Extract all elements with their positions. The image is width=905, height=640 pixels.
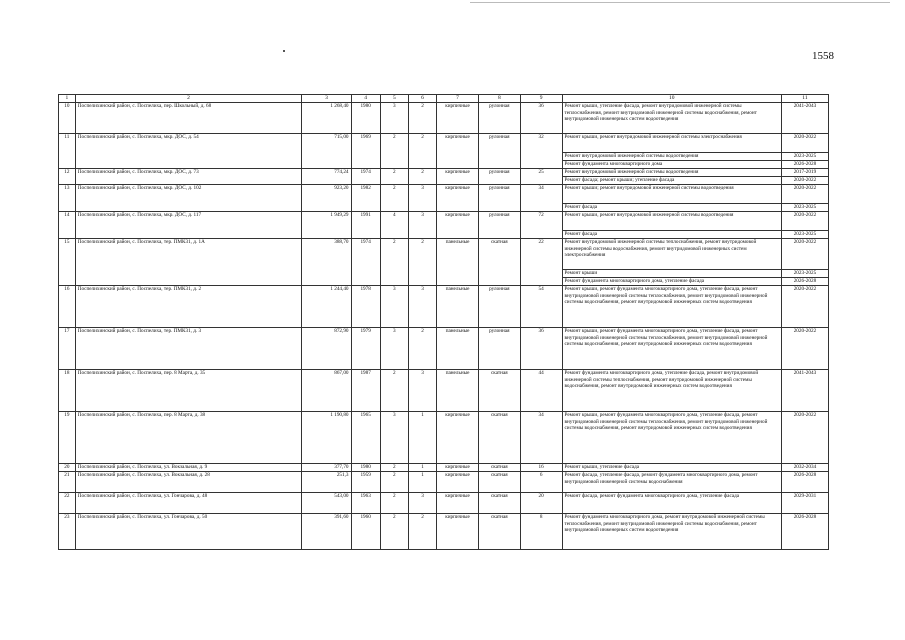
table-row [59,370,829,412]
residents-count: 44 [520,370,562,412]
house-address: Поспелихинский район, с. Поспелиха, ул. Гончарова, д. 50 [75,514,302,550]
repair-period: 2023-2025 [781,270,828,278]
repair-works: Ремонт крыши, утепление фасада [562,464,781,472]
roof-type: скатная [478,514,520,550]
total-area: 872,90 [302,328,351,370]
entrance-count: 1 [408,464,436,472]
total-area: 774,24 [302,169,351,185]
total-area: 391,60 [302,514,351,550]
floor-count: 2 [380,370,408,412]
total-area: 1 949,29 [302,212,351,239]
column-number: 7 [437,95,479,103]
repair-period: 2020-2022 [781,185,828,204]
column-number: 2 [75,95,302,103]
repair-period: 2026-2028 [781,514,828,550]
repair-period: 2020-2022 [781,328,828,370]
floor-count: 3 [380,412,408,464]
roof-type: рулонная [478,185,520,212]
floor-count: 2 [380,169,408,185]
total-area: 388,70 [302,239,351,286]
entrance-count: 1 [408,472,436,493]
repair-works: Ремонт фундамента многоквартирного дома [562,161,781,169]
repair-period: 2029-2031 [781,493,828,514]
residents-count: 72 [520,212,562,239]
build-year: 1980 [351,103,380,134]
total-area: 1 190,80 [302,412,351,464]
house-address: Поспелихинский район, с. Поспелиха, пер. 8 Марта, д. 38 [75,412,302,464]
house-address: Поспелихинский район, с. Поспелиха, тер. ПМК31, д. 2 [75,286,302,328]
repair-period: 2020-2022 [781,412,828,464]
scan-dot [283,50,285,52]
entrance-count: 2 [408,328,436,370]
total-area: 923,20 [302,185,351,212]
column-number: 11 [781,95,828,103]
roof-type: скатная [478,493,520,514]
page-number: 1558 [812,50,834,62]
repair-works: Ремонт крыши, ремонт внутридомовой инженерной системы водоотведения [562,212,781,231]
build-year: 1991 [351,212,380,239]
house-address: Поспелихинский район, с. Поспелиха, тер. ПМК31, д. 3 [75,328,302,370]
repair-period: 2020-2022 [781,212,828,231]
total-area: 867,00 [302,370,351,412]
entrance-count: 3 [408,370,436,412]
roof-type: рулонная [478,328,520,370]
column-number: 8 [478,95,520,103]
roof-type: скатная [478,472,520,493]
table-row [59,212,829,231]
wall-material: панельные [437,286,479,328]
residents-count: 6 [520,472,562,493]
repair-period: 2026-2028 [781,161,828,169]
residents-count: 36 [520,328,562,370]
repair-period: 2026-2028 [781,472,828,493]
roof-type: рулонная [478,286,520,328]
row-number: 16 [59,286,76,328]
repair-works: Ремонт фундамента многоквартирного дома, ремонт внутридомовой инженерной системы теплоснабжения, ремонт внутридомовой инженерной системы водоснабжения, ремонт внутридомовой инженерных систем водоотведения [562,514,781,550]
roof-type: рулонная [478,103,520,134]
roof-type: скатная [478,464,520,472]
row-number: 18 [59,370,76,412]
wall-material: кирпичные [437,472,479,493]
house-address: Поспелихинский район, с. Поспелиха, пер. Школьный, д. 68 [75,103,302,134]
row-number: 19 [59,412,76,464]
repair-period: 2020-2022 [781,286,828,328]
wall-material: кирпичные [437,212,479,239]
table-row [59,185,829,204]
table-row [59,239,829,270]
column-number-row [59,95,829,103]
entrance-count: 2 [408,103,436,134]
wall-material: кирпичные [437,185,479,212]
row-number: 22 [59,493,76,514]
row-number: 11 [59,134,76,169]
wall-material: кирпичные [437,103,479,134]
roof-type: рулонная [478,212,520,239]
residents-count: 20 [520,493,562,514]
row-number: 20 [59,464,76,472]
repair-works: Ремонт внутридомовой инженерной системы водоотведения [562,153,781,161]
build-year: 1979 [351,328,380,370]
row-number: 10 [59,103,76,134]
table-row [59,328,829,370]
wall-material: кирпичные [437,464,479,472]
repair-works: Ремонт внутридомовой инженерной системы теплоснабжения, ремонт внутридомовой инженерной системы водоснабжения, ремонт внутридомовой инженерных систем электроснабжения [562,239,781,270]
floor-count: 3 [380,103,408,134]
wall-material: кирпичные [437,134,479,169]
repair-period: 2020-2022 [781,134,828,153]
floor-count: 2 [380,514,408,550]
roof-type: рулонная [478,134,520,169]
total-area: 543,00 [302,493,351,514]
repair-works: Ремонт крыши [562,270,781,278]
house-address: Поспелихинский район, с. Поспелиха, ул. Вокзальная, д. 9 [75,464,302,472]
build-year: 1974 [351,239,380,286]
total-area: 377,70 [302,464,351,472]
entrance-count: 1 [408,412,436,464]
build-year: 1963 [351,493,380,514]
floor-count: 2 [380,239,408,286]
table-row [59,134,829,153]
row-number: 17 [59,328,76,370]
table-row [59,103,829,134]
total-area: 251,3 [302,472,351,493]
house-address: Поспелихинский район, с. Поспелиха, пер. 8 Марта, д. 35 [75,370,302,412]
repair-period: 2023-2025 [781,153,828,161]
floor-count: 4 [380,212,408,239]
wall-material: панельные [437,239,479,286]
house-address: Поспелихинский район, с. Поспелиха, мкр. ДОС, д. 73 [75,169,302,185]
table-row [59,472,829,493]
table-row [59,493,829,514]
build-year: 1969 [351,134,380,169]
repair-works: Ремонт крыши, ремонт фундамента многоквартирного дома, утепление фасада, ремонт внутридомовой инженерной системы теплоснабжения, ремонт внутридомовой инженерной системы водоснабжения, ремонт внутридомовой инженерных систем водоотведения [562,412,781,464]
entrance-count: 3 [408,212,436,239]
house-address: Поспелихинский район, с. Поспелиха, мкр. ДОС, д. 54 [75,134,302,169]
house-address: Поспелихинский район, с. Поспелиха, тер. ПМК31, д. 1А [75,239,302,286]
scan-edge-line [470,2,890,3]
residents-count: 34 [520,185,562,212]
repair-period: 2023-2025 [781,204,828,212]
roof-type: скатная [478,370,520,412]
row-number: 15 [59,239,76,286]
residents-count: 54 [520,286,562,328]
residents-count: 22 [520,239,562,286]
house-address: Поспелихинский район, с. Поспелиха, мкр. ДОС, д. 117 [75,212,302,239]
repair-period: 2020-2022 [781,239,828,270]
column-number: 5 [380,95,408,103]
column-number: 10 [562,95,781,103]
wall-material: кирпичные [437,412,479,464]
build-year: 1982 [351,185,380,212]
column-number: 4 [351,95,380,103]
floor-count: 2 [380,472,408,493]
residents-count: 25 [520,169,562,185]
build-year: 1987 [351,370,380,412]
wall-material: кирпичные [437,493,479,514]
build-year: 1959 [351,472,380,493]
table-row [59,286,829,328]
wall-material: панельные [437,328,479,370]
floor-count: 2 [380,185,408,212]
residents-count: 8 [520,514,562,550]
entrance-count: 3 [408,185,436,212]
entrance-count: 2 [408,134,436,169]
repair-works: Ремонт фундамента многоквартирного дома, утепление фасада [562,278,781,286]
repair-period: 2023-2025 [781,231,828,239]
roof-type: рулонная [478,169,520,185]
repair-works: Ремонт фасада, утепление фасада, ремонт фундамента многоквартирного дома, ремонт внутридомовой инженерной системы водоснабжения [562,472,781,493]
total-area: 715,00 [302,134,351,169]
repair-works: Ремонт крыши; ремонт внутридомовой инженерной системы водоотведения [562,185,781,204]
repair-period: 2041-2043 [781,370,828,412]
repair-works: Ремонт фасада; ремонт крыши; утепление фасада [562,177,781,185]
repair-works: Ремонт фасада [562,204,781,212]
build-year: 1980 [351,464,380,472]
total-area: 1 244,40 [302,286,351,328]
entrance-count: 2 [408,169,436,185]
house-address: Поспелихинский район, с. Поспелиха, мкр. ДОС, д. 102 [75,185,302,212]
build-year: 1974 [351,169,380,185]
floor-count: 2 [380,464,408,472]
table-row [59,412,829,464]
residents-count: 34 [520,412,562,464]
repair-period: 2017-2019 [781,169,828,177]
house-address: Поспелихинский район, с. Поспелиха, ул. Гончарова, д. 48 [75,493,302,514]
total-area: 1 268,40 [302,103,351,134]
wall-material: панельные [437,370,479,412]
roof-type: скатная [478,239,520,286]
entrance-count: 2 [408,514,436,550]
wall-material: кирпичные [437,169,479,185]
repair-period: 2020-2022 [781,177,828,185]
column-number: 3 [302,95,351,103]
residents-count: 16 [520,464,562,472]
repair-works: Ремонт фасада, ремонт фундамента многоквартирного дома, утепление фасада [562,493,781,514]
row-number: 12 [59,169,76,185]
roof-type: скатная [478,412,520,464]
floor-count: 2 [380,493,408,514]
floor-count: 3 [380,286,408,328]
repair-works: Ремонт крыши, утепление фасада, ремонт внутридомовой инженерной системы теплоснабжения, ремонт внутридомовой инженерной системы водоснабжения, ремонт внутридомовой инженерных систем водоотведения [562,103,781,134]
house-address: Поспелихинский район, с. Поспелиха, ул. Вокзальная, д. 28 [75,472,302,493]
entrance-count: 3 [408,286,436,328]
build-year: 1960 [351,514,380,550]
build-year: 1978 [351,286,380,328]
floor-count: 2 [380,134,408,169]
repair-works: Ремонт фасада [562,231,781,239]
repair-works: Ремонт крыши, ремонт внутридомовой инженерной системы электроснабжения [562,134,781,153]
repair-period: 2041-2043 [781,103,828,134]
floor-count: 3 [380,328,408,370]
column-number: 1 [59,95,76,103]
table-row [59,464,829,472]
row-number: 13 [59,185,76,212]
repair-works: Ремонт крыши, ремонт фундамента многоквартирного дома, утепление фасада, ремонт внутридомовой инженерной системы теплоснабжения, ремонт внутридомовой инженерной системы водоснабжения, ремонт внутридомовой инженерных систем водоотведения [562,286,781,328]
row-number: 23 [59,514,76,550]
entrance-count: 3 [408,493,436,514]
repair-works: Ремонт внутридомовой инженерной системы водоотведения [562,169,781,177]
housing-repair-table [58,94,829,550]
entrance-count: 2 [408,239,436,286]
column-number: 6 [408,95,436,103]
build-year: 1965 [351,412,380,464]
residents-count: 32 [520,134,562,169]
repair-works: Ремонт фундамента многоквартирного дома, утепление фасада, ремонт внутридомовой инженерной системы теплоснабжения, ремонт внутридомовой инженерной системы водоснабжения, ремонт внутридомовой инженерных систем водоотведения [562,370,781,412]
row-number: 14 [59,212,76,239]
repair-period: 2032-2034 [781,464,828,472]
wall-material: кирпичные [437,514,479,550]
column-number: 9 [520,95,562,103]
residents-count: 36 [520,103,562,134]
table-row [59,514,829,550]
repair-works: Ремонт крыши, ремонт фундамента многоквартирного дома, утепление фасада, ремонт внутридомовой инженерной системы теплоснабжения, ремонт внутридомовой инженерной системы водоснабжения, ремонт внутридомовой инженерных систем водоотведения [562,328,781,370]
repair-period: 2026-2028 [781,278,828,286]
table-row [59,169,829,177]
row-number: 21 [59,472,76,493]
